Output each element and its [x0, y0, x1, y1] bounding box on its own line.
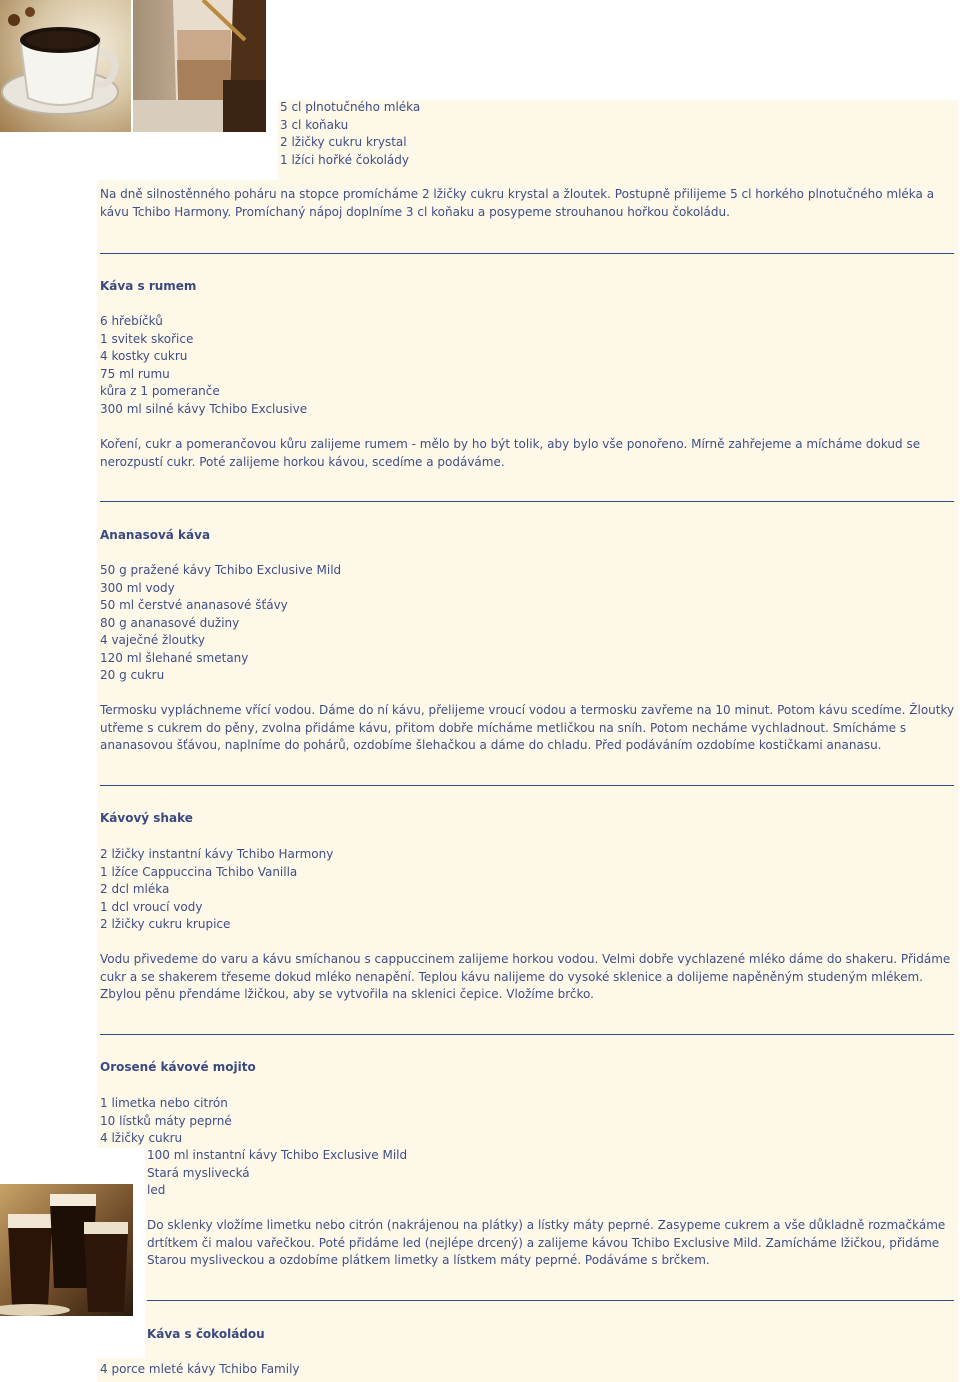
ingredient: 50 g pražené kávy Tchibo Exclusive Mild	[100, 563, 342, 577]
ingredient: led	[147, 1183, 166, 1197]
recipe-title: Ananasová káva	[100, 528, 211, 542]
ingredient: 300 ml silné kávy Tchibo Exclusive	[100, 401, 308, 416]
recipe-title: Orosené kávové mojito	[100, 1060, 256, 1074]
ingredient: 1 lžíce Cappuccina Tchibo Vanilla	[100, 864, 298, 879]
ingredient: 80 g ananasové dužiny	[100, 615, 240, 630]
ingredient: 1 limetka nebo citrón	[100, 1096, 228, 1110]
recipe-title: Kávový shake	[100, 811, 193, 825]
coffee-glasses-photo	[0, 1184, 133, 1316]
ingredient: 2 dcl mléka	[100, 882, 170, 896]
recipe-title: Káva s čokoládou	[147, 1327, 265, 1341]
ingredient: 6 hřebíčků	[100, 314, 163, 328]
ingredient-list	[100, 846, 333, 934]
ingredient: 300 ml vody	[100, 580, 175, 595]
coffee-cup-photo	[0, 0, 131, 132]
ingredient: 2 lžičky cukru krystal	[280, 135, 407, 149]
ingredient: 120 ml šlehané smetany	[100, 650, 249, 665]
ingredient-list	[100, 1095, 232, 1148]
ingredient: 2 lžičky instantní kávy Tchibo Harmony	[100, 847, 334, 861]
recipe-title: Káva s rumem	[100, 279, 197, 293]
ingredient: 75 ml rumu	[100, 366, 170, 381]
recipe-instructions: Do sklenky vložíme limetku nebo citrón (nakrájenou na plátky) a lístky máty peprné. Zasypeme cukrem a vše důkladně rozmačkáme drtítkem či malou vařečkou. Poté přidáme led (nejlépe drcený) a zalijeme kávou Tchibo Exclusive Mild. Zamícháme lžičkou, přidáme Starou mysliveckou a ozdobíme plátkem limetky a lístkem máty peprné. Podáváme s brčkem.	[147, 1218, 946, 1267]
recipe-instructions: Termosku vypláchneme vřící vodou. Dáme do ní kávu, přelijeme vroucí vodou a termosku zavřeme na 10 minut. Potom kávu scedíme. Žloutky utřeme s cukrem do pěny, zvolna přidáme kávu, přitom dobře mícháme metličkou na sníh. Potom necháme vychladnout. Smícháme s ananasovou šťávou, naplníme do pohárů, ozdobíme šlehačkou a dáme do chladu. Před podáváním ozdobíme kostičkami ananasu.	[100, 703, 955, 752]
ingredient: 4 kostky cukru	[100, 349, 188, 363]
recipe-instructions: Vodu přivedeme do varu a kávu smíchanou s cappuccinem zalijeme horkou vodou. Velmi dobře vychlazené mléko dáme do shakeru. Přidáme cukr a se shakerem třeseme dokud mléko nenapění. Teplou kávu nalijeme do vysoké sklenice a dolijeme napěněným studeným mlékem. Zbylou pěnu přendáme lžičkou, aby se vytvořila na sklenici čepice. Vložíme brčko.	[100, 952, 951, 1001]
ingredient: kůra z 1 pomeranče	[100, 384, 220, 398]
ingredient: 50 ml čerstvé ananasové šťávy	[100, 598, 288, 612]
ingredient: 3 cl koňaku	[280, 117, 349, 132]
ingredient: 5 cl plnotučného mléka	[280, 100, 421, 114]
divider	[100, 253, 954, 254]
ingredient: 4 porce mleté kávy Tchibo Family	[100, 1362, 300, 1376]
divider	[147, 1300, 954, 1301]
ingredient: 2 lžičky cukru krupice	[100, 917, 231, 931]
ingredient: 1 dcl vroucí vody	[100, 899, 203, 914]
ingredient: 4 lžičky cukru	[100, 1131, 183, 1145]
ingredient: 100 ml instantní kávy Tchibo Exclusive Mild	[147, 1148, 408, 1162]
ingredient: 4 vaječné žloutky	[100, 633, 205, 647]
ingredient-list	[100, 313, 307, 418]
top-instructions: Na dně silnostěnného poháru na stopce promícháme 2 lžičky cukru krystal a žloutek. Postupně přilijeme 5 cl horkého plnotučného mléka a kávu Tchibo Harmony. Promíchaný nápoj doplníme 3 cl koňaku a posypeme strouhanou hořkou čokoládu.	[100, 187, 935, 219]
ingredient: 20 g cukru	[100, 668, 165, 682]
ingredient: 1 lžíci hořké čokolády	[280, 152, 409, 167]
ingredient: 10 lístků máty peprné	[100, 1113, 232, 1128]
ingredient-list	[147, 1147, 407, 1200]
divider	[100, 1034, 954, 1035]
iced-coffee-photo	[133, 0, 266, 132]
divider	[100, 785, 954, 786]
top-ingredient-list	[280, 99, 420, 169]
ingredient-list	[100, 1361, 300, 1379]
ingredient: 1 svitek skořice	[100, 331, 194, 346]
ingredient: Stará myslivecká	[147, 1165, 250, 1180]
recipe-instructions: Koření, cukr a pomerančovou kůru zalijeme rumem - mělo by ho být tolik, aby bylo vše ponořeno. Mírně zahřejeme a mícháme dokud se nerozpustí cukr. Poté zalijeme horkou kávou, scedíme a podáváme.	[100, 437, 921, 469]
ingredient-list	[100, 562, 341, 685]
divider	[100, 501, 954, 502]
